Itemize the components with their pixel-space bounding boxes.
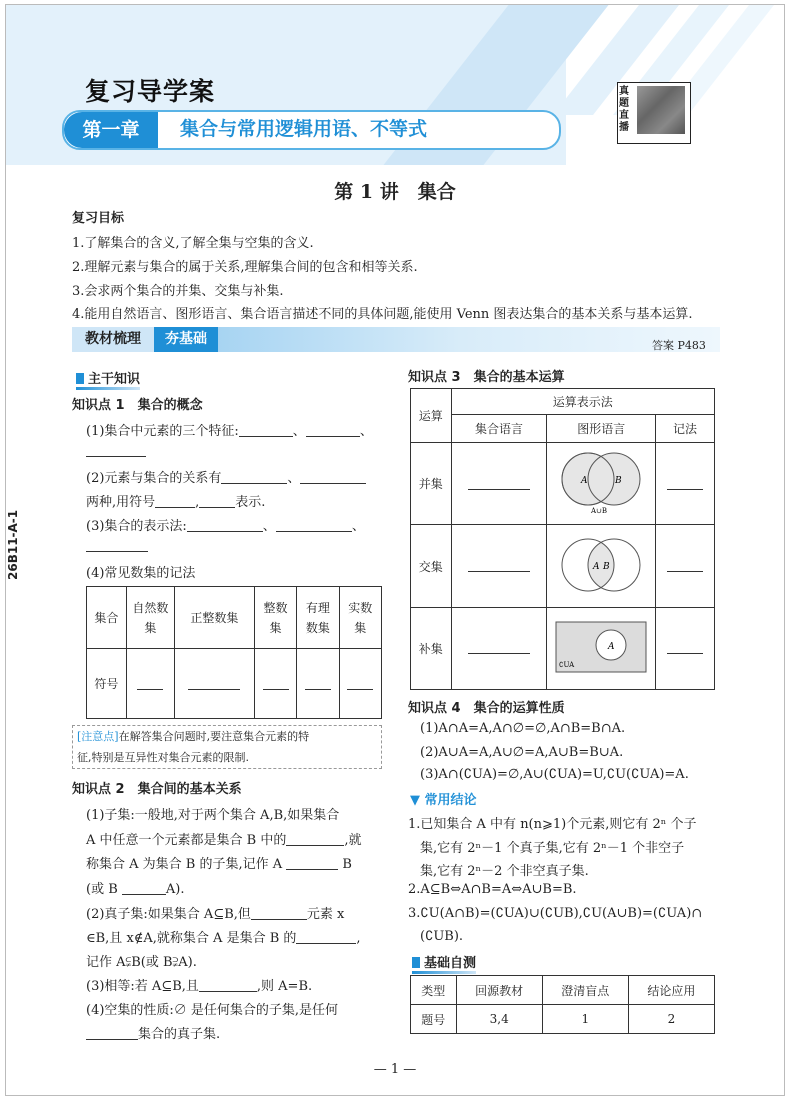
kp1-line: (3)集合的表示法: 、 、 (86, 519, 365, 534)
venn-complement-diagram (555, 621, 647, 673)
basic-test-heading: 基础自测 (412, 952, 476, 971)
table-cell: 1 (542, 1005, 628, 1034)
kp1-line: (2)元素与集合的关系有 、 (86, 467, 366, 486)
table-answer-cell[interactable] (174, 649, 254, 719)
table-answer-cell[interactable] (451, 525, 547, 607)
conclusion-line: 2.A⊆B⇔A∩B=A⇔A∪B=B. (408, 882, 577, 897)
kp2-line: (4)空集的性质:∅ 是任何集合的子集,是任何 (86, 1003, 339, 1018)
kp2-title: 知识点 2 集合间的基本关系 (72, 782, 242, 797)
venn-label-a: A (581, 476, 588, 487)
venn-label-complement: ∁UA (559, 660, 575, 669)
table-header-cell: 整数集 (254, 587, 296, 649)
page-title: 复习导学案 (85, 77, 216, 106)
table-header-cell: 运算 (411, 389, 452, 443)
kp2-line: A 中任意一个元素都是集合 B 中的 ,就 (86, 833, 362, 848)
main-knowledge-heading: 主干知识 (76, 368, 140, 387)
venn-label-a: A (608, 641, 615, 652)
kp2-line: (3)相等:若 A⊆B,且 ,则 A=B. (86, 979, 313, 994)
venn-label-a: A (593, 561, 600, 572)
table-header-cell: 运算表示法 (451, 389, 715, 415)
kp2-line: 记作 A⫋B(或 B⫌A). (86, 955, 197, 970)
conclusion-line: 集,它有 2ⁿ－2 个非空真子集. (420, 864, 589, 879)
table-header-cell: 集合语言 (451, 415, 547, 443)
venn-label-b: B (603, 561, 610, 572)
section-label-a: 教材梳理 (72, 327, 154, 352)
table-header-cell: 自然数集 (126, 587, 174, 649)
kp2-line: 集合的真子集. (86, 1023, 220, 1042)
venn-union-cell (547, 443, 655, 525)
table-answer-cell[interactable] (297, 649, 339, 719)
lecture-title: 第 1 讲 集合 (334, 181, 456, 203)
goal-item: 1.了解集合的含义,了解全集与空集的含义. (72, 236, 314, 251)
table-header-cell: 图形语言 (547, 415, 655, 443)
table-answer-cell[interactable] (655, 525, 714, 607)
kp1-line (86, 539, 148, 554)
goal-item: 3.会求两个集合的并集、交集与补集. (72, 284, 284, 299)
kp2-line: (2)真子集:如果集合 A⊆B,但 元素 x (86, 907, 345, 922)
table-row-label: 并集 (411, 443, 452, 525)
kp4-title: 知识点 4 集合的运算性质 (408, 701, 565, 716)
kp1-line: (1)集合中元素的三个特征: 、 、 (86, 424, 373, 439)
kp2-line: ∈B,且 x∉A,就称集合 A 是集合 B 的 , (86, 931, 361, 946)
venn-label-b: B (615, 476, 622, 487)
page-number: — 1 — (373, 1062, 417, 1077)
table-cell: 3,4 (456, 1005, 542, 1034)
chapter-tag: 第一章 (64, 112, 158, 148)
table-header-cell: 集合 (87, 587, 127, 649)
goal-item: 2.理解元素与集合的属于关系,理解集合间的包含和相等关系. (72, 260, 418, 275)
goal-item: 4.能用自然语言、图形语言、集合语言描述不同的具体问题,能使用 Venn 图表达集合的基本关系与基本运算. (72, 307, 693, 322)
conclusion-line: 集,它有 2ⁿ－1 个真子集,它有 2ⁿ－1 个非空子 (420, 841, 685, 856)
chapter-title: 集合与常用逻辑用语、不等式 (180, 118, 428, 140)
kp1-line: 两种,用符号 , 表示. (86, 495, 266, 510)
table-header-cell: 记法 (655, 415, 714, 443)
square-marker-icon (76, 373, 84, 384)
conclusion-line: 3.∁U(A∩B)=(∁UA)∪(∁UB),∁U(A∪B)=(∁UA)∩ (408, 906, 703, 921)
square-marker-icon (412, 957, 420, 968)
operations-table (410, 388, 715, 690)
self-test-table (410, 975, 715, 1034)
table-answer-cell[interactable] (451, 607, 547, 689)
table-header-cell: 正整数集 (174, 587, 254, 649)
venn-label-union: A∪B (591, 507, 608, 516)
venn-union-diagram (551, 449, 651, 515)
kp1-line: (4)常见数集的记法 (86, 566, 196, 581)
table-answer-cell[interactable] (126, 649, 174, 719)
goals-heading: 复习目标 (72, 211, 125, 226)
table-answer-cell[interactable] (451, 443, 547, 525)
kp2-line: (1)子集:一般地,对于两个集合 A,B,如果集合 (86, 808, 340, 823)
table-answer-cell[interactable] (655, 607, 714, 689)
table-header-cell: 类型 (411, 976, 457, 1005)
number-set-table (86, 586, 382, 719)
table-row-label: 补集 (411, 607, 452, 689)
conclusion-line: 1.已知集合 A 中有 n(n⩾1)个元素,则它有 2ⁿ 个子 (408, 817, 697, 832)
table-row-label: 符号 (87, 649, 127, 719)
venn-intersection-diagram (551, 532, 651, 598)
table-answer-cell[interactable] (254, 649, 296, 719)
table-cell: 题号 (411, 1005, 457, 1034)
table-header-cell: 结论应用 (628, 976, 714, 1005)
property-line: (3)A∩(∁UA)=∅,A∪(∁UA)=U,∁U(∁UA)=A. (420, 767, 689, 782)
venn-intersection-cell (547, 525, 655, 607)
common-conclusion-heading: ▼ 常用结论 (410, 793, 477, 808)
qr-label: 真题直播 (619, 86, 629, 133)
kp1-title: 知识点 1 集合的概念 (72, 398, 203, 413)
note-box: [注意点]在解答集合问题时,要注意集合元素的特 征,特别是互异性对集合元素的限制. (72, 725, 382, 769)
venn-complement-cell (547, 607, 655, 689)
side-code: 26B11-A-1 (6, 509, 20, 580)
property-line: (2)A∪A=A,A∪∅=A,A∪B=B∪A. (420, 745, 624, 760)
table-header-cell: 澄清盲点 (542, 976, 628, 1005)
kp2-line: 称集合 A 为集合 B 的子集,记作 A B (86, 857, 352, 872)
section-label-b: 夯基础 (154, 327, 218, 352)
table-header-cell: 实数集 (339, 587, 381, 649)
answer-ref: 答案 P483 (652, 339, 706, 352)
table-header-cell: 回源教材 (456, 976, 542, 1005)
note-tag: [注意点] (77, 730, 119, 743)
table-cell: 2 (628, 1005, 714, 1034)
kp3-title: 知识点 3 集合的基本运算 (408, 370, 565, 385)
kp2-line: (或 B A). (86, 882, 185, 897)
property-line: (1)A∩A=A,A∩∅=∅,A∩B=B∩A. (420, 721, 626, 736)
conclusion-line: (∁UB). (420, 929, 464, 944)
table-answer-cell[interactable] (339, 649, 381, 719)
table-row-label: 交集 (411, 525, 452, 607)
qr-code-image[interactable] (637, 86, 685, 134)
table-header-cell: 有理数集 (297, 587, 339, 649)
kp1-line (86, 444, 146, 459)
table-answer-cell[interactable] (655, 443, 714, 525)
funnel-icon: ▼ (410, 793, 420, 808)
